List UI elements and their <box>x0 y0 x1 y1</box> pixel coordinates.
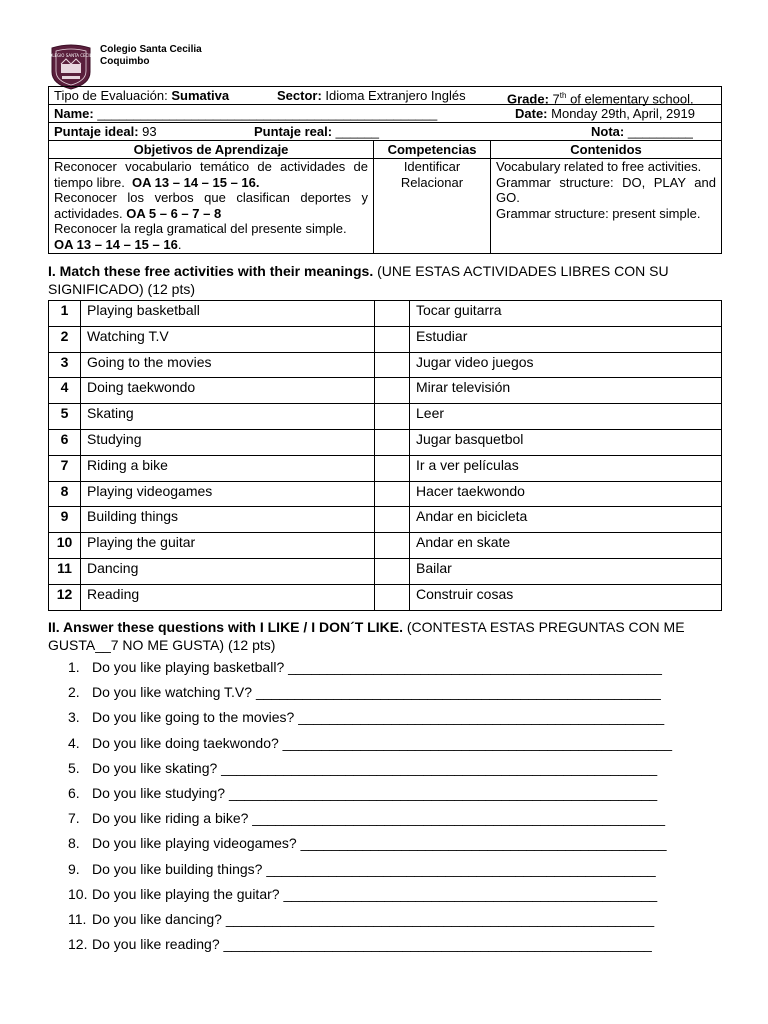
match-row <box>49 558 722 584</box>
match-answer-blank[interactable] <box>375 378 410 404</box>
match-answer-blank[interactable] <box>375 533 410 559</box>
competencia-1: Identificar <box>403 159 461 174</box>
match-row <box>49 301 722 327</box>
match-answer-blank[interactable] <box>375 404 410 430</box>
objetivo-2: Reconocer los verbos que clasifican deportes y actividades. <box>54 190 368 221</box>
question-text: Do you like going to the movies? _______________________________________________ <box>92 709 665 726</box>
match-english-activity: Dancing <box>81 558 375 584</box>
question-number: 1. <box>68 659 80 675</box>
match-number: 8 <box>49 481 81 507</box>
match-answer-blank[interactable] <box>375 584 410 610</box>
match-row <box>49 352 722 378</box>
objetivos-cell: Reconocer vocabulario temático de actividades de tiempo libre. OA 13 – 14 – 15 – 16. Reconocer los verbos que clasifican deportes y actividades. OA 5 – 6 – 7 – 8 Reconocer la regla gramatical del presente simple. OA 13 – 14 – 15 – 16. <box>49 159 374 254</box>
match-english-activity: Studying <box>81 429 375 455</box>
match-answer-blank[interactable] <box>375 301 410 327</box>
match-spanish-meaning: Hacer taekwondo <box>410 481 722 507</box>
match-row <box>49 507 722 533</box>
match-row <box>49 584 722 610</box>
match-answer-blank[interactable] <box>375 481 410 507</box>
question-text: Do you like skating? ________________________________________________________ <box>92 759 658 776</box>
name-field[interactable]: Name: _______________________________________________ <box>54 106 438 121</box>
match-number: 12 <box>49 584 81 610</box>
match-number: 7 <box>49 455 81 481</box>
match-spanish-meaning: Tocar guitarra <box>410 301 722 327</box>
question-text: Do you like playing videogames? _______________________________________________ <box>92 835 667 852</box>
question-number: 7. <box>68 810 80 827</box>
match-answer-blank[interactable] <box>375 455 410 481</box>
question-number: 12. <box>68 936 88 953</box>
match-spanish-meaning: Bailar <box>410 558 722 584</box>
question-number: 3. <box>68 709 80 726</box>
match-number: 11 <box>49 558 81 584</box>
question-number: 9. <box>68 860 80 877</box>
objetivo-1-oa: OA 13 – 14 – 15 – 16. <box>132 174 260 190</box>
question-text: Do you like dancing? _______________________________________________________ <box>92 911 655 927</box>
info-row-3 <box>49 123 722 141</box>
sector: Sector: Idioma Extranjero Inglés <box>277 88 466 103</box>
question-text: Do you like reading? _______________________________________________________ <box>92 936 652 953</box>
evaluation-info-table <box>48 86 722 254</box>
objetivo-3: Reconocer la regla gramatical del presente simple. <box>54 221 347 236</box>
match-answer-blank[interactable] <box>375 352 410 378</box>
grade: Grade: 7th of elementary school. <box>507 91 694 107</box>
match-english-activity: Doing taekwondo <box>81 378 375 404</box>
info-row-1 <box>49 87 722 105</box>
match-row <box>49 404 722 430</box>
match-english-activity: Playing basketball <box>81 301 375 327</box>
competencias-cell <box>374 159 491 254</box>
match-number: 1 <box>49 301 81 327</box>
question-text: Do you like playing the guitar? ________________________________________________ <box>92 885 658 902</box>
match-table <box>48 300 722 611</box>
match-spanish-meaning: Mirar televisión <box>410 378 722 404</box>
competencia-2: Relacionar <box>400 174 464 190</box>
question-item[interactable] <box>68 860 656 878</box>
match-answer-blank[interactable] <box>375 507 410 533</box>
match-spanish-meaning: Jugar basquetbol <box>410 429 722 455</box>
match-row <box>49 378 722 404</box>
contenido-1: Vocabulary related to free activities. <box>496 159 702 174</box>
contenido-2: Grammar structure: DO, PLAY and GO. <box>496 174 716 205</box>
date: Date: Monday 29th, April, 2919 <box>515 106 695 121</box>
match-spanish-meaning: Andar en skate <box>410 533 722 559</box>
question-number: 10. <box>68 885 88 902</box>
section-1-title: I. Match these free activities with their meanings. (UNE ESTAS ACTIVIDADES LIBRES CON SU SIGNIFICADO) (12 pts) <box>48 263 669 297</box>
puntaje-ideal: Puntaje ideal: 93 <box>54 124 157 139</box>
question-number: 8. <box>68 835 80 852</box>
question-item[interactable] <box>68 658 662 676</box>
match-number: 3 <box>49 352 81 378</box>
match-number: 2 <box>49 326 81 352</box>
contenidos-cell <box>491 159 722 254</box>
school-header <box>100 44 202 68</box>
question-item[interactable] <box>68 759 657 777</box>
match-spanish-meaning: Construir cosas <box>410 584 722 610</box>
school-logo-icon <box>46 44 96 90</box>
match-english-activity: Riding a bike <box>81 455 375 481</box>
match-english-activity: Playing the guitar <box>81 533 375 559</box>
match-number: 4 <box>49 378 81 404</box>
match-number: 5 <box>49 404 81 430</box>
question-text: Do you like doing taekwondo? __________________________________________________ <box>92 734 672 751</box>
match-number: 10 <box>49 533 81 559</box>
section-2-title: II. Answer these questions with I LIKE / I DON´T LIKE. (CONTESTA ESTAS PREGUNTAS CON ME GUSTA__7 NO ME GUSTA) (12 pts) <box>48 619 685 653</box>
contenido-3: Grammar structure: present simple. <box>496 205 701 221</box>
question-item[interactable] <box>68 910 654 928</box>
match-row <box>49 455 722 481</box>
question-number: 6. <box>68 785 80 801</box>
col-competencias: Competencias <box>374 141 491 159</box>
match-number: 6 <box>49 429 81 455</box>
match-row <box>49 429 722 455</box>
question-text: Do you like building things? __________________________________________________ <box>92 860 656 877</box>
match-row <box>49 481 722 507</box>
question-text: Do you like playing basketball? ________________________________________________ <box>92 659 662 675</box>
match-english-activity: Reading <box>81 584 375 610</box>
match-spanish-meaning: Estudiar <box>410 326 722 352</box>
question-item[interactable] <box>68 935 652 953</box>
objetivo-1: Reconocer vocabulario temático de actividades de tiempo libre. <box>54 159 368 190</box>
match-answer-blank[interactable] <box>375 558 410 584</box>
match-spanish-meaning: Andar en bicicleta <box>410 507 722 533</box>
question-number: 4. <box>68 734 80 751</box>
question-item[interactable] <box>68 885 657 903</box>
question-number: 5. <box>68 759 80 776</box>
col-contenidos: Contenidos <box>491 141 722 159</box>
match-english-activity: Watching T.V <box>81 326 375 352</box>
match-spanish-meaning: Ir a ver películas <box>410 455 722 481</box>
school-name: Colegio Santa Cecilia <box>100 44 202 55</box>
match-spanish-meaning: Jugar video juegos <box>410 352 722 378</box>
school-city: Coquimbo <box>100 56 150 67</box>
question-item[interactable] <box>68 734 672 752</box>
objetivo-3-oa: OA 13 – 14 – 15 – 16 <box>54 236 178 252</box>
match-number: 9 <box>49 507 81 533</box>
info-row-2 <box>49 105 722 123</box>
question-item[interactable] <box>68 809 665 827</box>
match-english-activity: Skating <box>81 404 375 430</box>
question-text: Do you like watching T.V? ____________________________________________________ <box>92 684 661 701</box>
question-item[interactable] <box>68 784 657 802</box>
match-english-activity: Going to the movies <box>81 352 375 378</box>
question-item[interactable] <box>68 834 667 852</box>
question-number: 11. <box>68 911 87 927</box>
question-item[interactable] <box>68 708 664 726</box>
question-text: Do you like studying? _______________________________________________________ <box>92 785 658 801</box>
match-answer-blank[interactable] <box>375 429 410 455</box>
col-objetivos: Objetivos de Aprendizaje <box>49 141 374 159</box>
question-text: Do you like riding a bike? _____________________________________________________ <box>92 810 665 827</box>
match-row <box>49 533 722 559</box>
match-spanish-meaning: Leer <box>410 404 722 430</box>
match-english-activity: Playing videogames <box>81 481 375 507</box>
puntaje-real-field[interactable]: Puntaje real: ______ <box>254 124 380 139</box>
nota-field[interactable]: Nota: _________ <box>591 124 693 139</box>
question-number: 2. <box>68 684 80 701</box>
match-row <box>49 326 722 352</box>
logo-text: COLEGIO SANTA CECILIA <box>46 53 96 58</box>
match-english-activity: Building things <box>81 507 375 533</box>
eval-type: Tipo de Evaluación: Sumativa <box>54 88 230 103</box>
match-answer-blank[interactable] <box>375 326 410 352</box>
objetivo-2-oa: OA 5 – 6 – 7 – 8 <box>126 205 222 221</box>
question-item[interactable] <box>68 683 661 701</box>
